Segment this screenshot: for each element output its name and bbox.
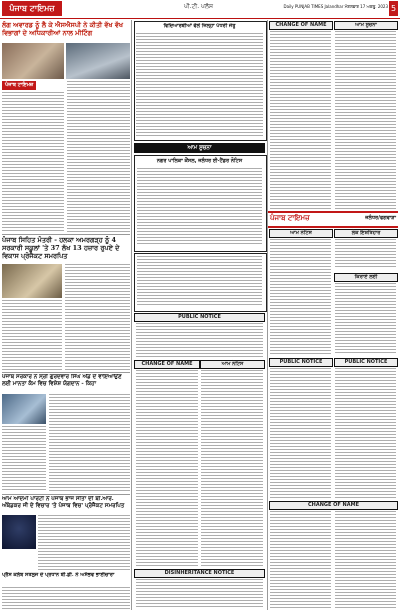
left-headline-3: ਪੰਜਾਬ ਸਰਕਾਰ ਨੇ ਸ੍ਰੀ ਗੁਰਦਵਾਰ ਸਿੰਘ ਐਂਡ ਦੇ ਵਾਇਆਉਣ ਲਈ ਮਾਨਤਾ ਕੰਮ ਵਿਚ ਵਿਸ਼ੇਸ਼ ਯੋਗਦਾਨ - ਕਿਹਾ xyxy=(2,374,122,387)
article-text xyxy=(65,264,130,370)
divider xyxy=(2,494,130,495)
notice-text xyxy=(335,31,396,209)
notice-text xyxy=(137,256,262,307)
column-rule xyxy=(267,20,268,610)
divider xyxy=(2,372,130,373)
change-of-name-title: CHANGE OF NAME xyxy=(134,360,200,369)
notice-text xyxy=(270,368,331,498)
notice-text xyxy=(335,239,396,269)
notice-text xyxy=(136,323,263,357)
page-header xyxy=(0,0,400,19)
aam-notice-title: ਆਮ ਨੋਟਿਸ xyxy=(200,360,265,369)
left-headline-1: ਲੰਗ ਅਵਾਰਡ ਨੂੰ ਲੈ ਕੇ ਐਸਐਸਪੀ ਨੇ ਕੀਤੀ ਵੱਖ ਵੱਖ ਵਿਭਾਗਾਂ ਦੇ ਅਧਿਕਾਰੀਆਂ ਨਾਲ ਮੀਟਿੰਗ xyxy=(2,21,124,37)
notice-text xyxy=(335,283,396,355)
byline-tag: ਪੰਜਾਬ ਟਾਇਮਜ਼ xyxy=(2,81,36,90)
news-photo xyxy=(2,394,46,424)
page-number: 5 xyxy=(389,1,398,16)
left-headline-2: ਪੰਜਾਬ ਸਿਹਿਤ ਮੰਤਰੀ - ਹਲਕਾ ਅਮਰਗੜ੍ਹ ਨੂੰ 4 ਸਰਕਾਰੀ ਸਕੂਲਾਂ 'ਤੇ 37 ਲੱਖ 13 ਹਜ਼ਾਰ ਰੁਪਏ ਦੇ ਵਿਕਾਸ ਪ੍ਰੋਜੈਕਟ ਸਮਰਪਿਤ xyxy=(2,236,120,260)
notice-text xyxy=(136,579,263,609)
rent-notice-title: ਆਮ ਨੋਟਿਸ xyxy=(269,229,333,238)
notice-text xyxy=(136,370,198,566)
notice-text xyxy=(136,33,263,137)
news-photo xyxy=(2,43,64,79)
notice-title-bar: ਆਮ ਸੂਚਨਾ xyxy=(134,143,265,153)
masthead-logo: ਪੰਜਾਬ ਟਾਇਮਜ਼ xyxy=(2,1,62,16)
notice-text xyxy=(335,368,396,498)
news-photo xyxy=(2,264,62,298)
article-text xyxy=(2,92,64,232)
public-notice-title: PUBLIC NOTICE xyxy=(269,358,333,367)
tender-title: ਨਗਰ ਪਾਲਿਕਾ ਕੌਂਸਲ, ਜਲੰਧਰ ਈ-ਟੈਂਡਰ ਨੋਟਿਸ xyxy=(156,158,243,164)
article-text xyxy=(49,394,130,492)
kiraya-title: ਕਿਰਾਏ ਲਈ xyxy=(334,273,398,282)
column-rule xyxy=(131,20,132,610)
disinheritance-title: DISINHERITANCE NOTICE xyxy=(134,569,265,578)
tender-text xyxy=(137,168,262,246)
page-section-label: ਪੀ.ਟੀ. ਪਲੱਸ xyxy=(184,3,213,10)
change-of-name-title: CHANGE OF NAME xyxy=(269,501,398,510)
news-photo xyxy=(66,43,130,79)
left-headline-5: ਪ੍ਰੈਸ ਕਲੱਬ ਸਤਲੁਜ ਦੇ ਪ੍ਰਧਾਨ ਬੀ.ਡੀ. ਨੇ ਅਸੰਭਵ ਭਾਈਚਾਰਾ xyxy=(2,572,115,578)
article-text xyxy=(2,426,46,492)
notice-text xyxy=(201,370,263,566)
article-text xyxy=(2,587,130,609)
section-header: ਪੰਜਾਬ ਟਾਇਮਜ਼ ਜਲੰਧਰ/ਫਗਵਾੜਾ xyxy=(268,211,398,228)
divider xyxy=(2,234,130,235)
public-notice-title: PUBLIC NOTICE xyxy=(134,313,265,322)
article-text xyxy=(2,300,62,370)
notice-text xyxy=(270,511,331,609)
aam-sochna-title: ਆਮ ਸੂਚਨਾ xyxy=(334,21,398,30)
article-text xyxy=(67,81,130,232)
notice-text xyxy=(270,31,331,209)
notice-text xyxy=(270,239,331,355)
dateline: Daily PUNJAB TIMES Jalandhar ਮੰਗਲਵਾਰ 17 ਅਕਤੂ. 2023 xyxy=(283,4,388,9)
left-headline-4: ਆਮ ਆਦਮੀ ਪਾਰਟੀ ਨੇ ਪੰਜਾਬ ਭਾਜ ਸੀਤਾ ਦੀ ਬੀ.ਆਰ. ਅੰਬੇਡਕਰ ਜੀ ਦੇ ਵਿਚਾਰ 'ਤੇ ਪੰਜਾਬ ਵਿਚ' ਪ੍ਰੋਜੈਕਟ ਸਮਰਪਿਤ xyxy=(2,496,125,509)
public-notice-title: PUBLIC NOTICE xyxy=(334,358,398,367)
change-of-name-title: CHANGE OF NAME xyxy=(269,21,333,30)
mid-top-title: ਵਿਦਿਆਰਥੀਆਂ ਵੱਲੋਂ ਜਿਲ੍ਹਾ ਪੱਧਰੀ ਜੇਤੂ xyxy=(163,23,236,29)
article-text xyxy=(38,515,130,570)
section2-title: ਲੋਕ ਇਸ਼ਤਿਹਾਰ xyxy=(334,229,398,238)
person-photo xyxy=(2,515,36,549)
notice-text xyxy=(335,511,396,609)
